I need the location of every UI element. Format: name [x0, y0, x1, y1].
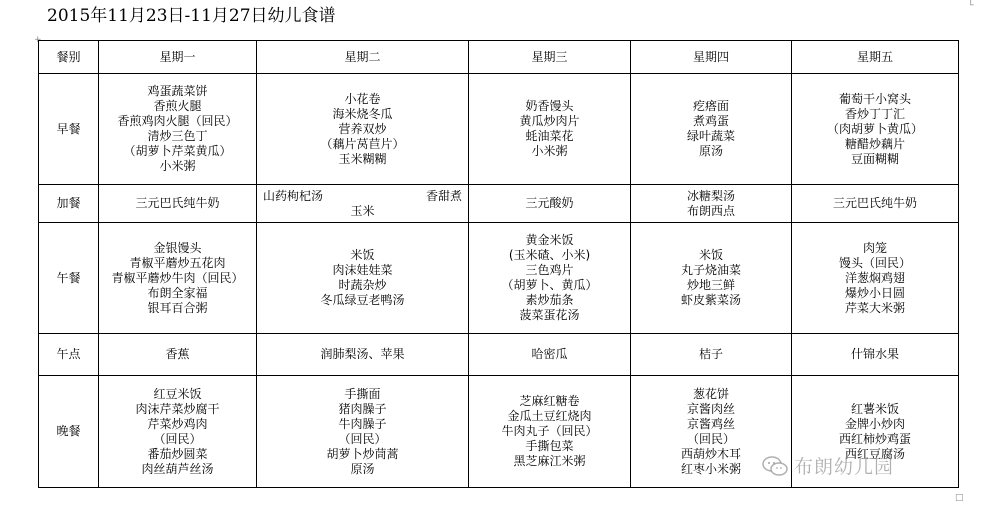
menu-item: 西葫炒木耳 [680, 446, 741, 461]
menu-item: （胡萝卜、黄瓜） [501, 278, 598, 292]
menu-cell-content [99, 196, 256, 211]
menu-item: 洋葱焖鸡翅 [844, 270, 905, 285]
header-row [39, 41, 959, 74]
menu-cell-content [99, 241, 256, 316]
menu-item: 芝麻红糖卷 [519, 394, 580, 408]
menu-item: 红豆米饭 [153, 386, 202, 401]
menu-item: 肉笼 [862, 240, 887, 255]
menu-item: （回民） [153, 431, 202, 446]
menu-cell [631, 223, 792, 334]
menu-cell [469, 185, 631, 223]
watermark-text: 布朗幼儿园 [794, 456, 895, 478]
menu-item: 金瓜土豆红烧肉 [507, 409, 592, 423]
menu-item: 米饭 [698, 248, 723, 262]
menu-item: 清炒三色丁 [147, 129, 208, 143]
menu-item: 手撕包菜 [525, 439, 574, 453]
day-header: 星期三 [469, 41, 631, 74]
meal-row [39, 185, 959, 223]
menu-item: 黑芝麻江米粥 [513, 454, 586, 468]
menu-item: 香甜煮 [425, 188, 462, 203]
menu-item: 牛肉丸子（回民） [501, 424, 598, 438]
menu-item: 银耳百合粥 [147, 300, 208, 315]
menu-cell [99, 334, 257, 376]
menu-item: 黄金米饭 [525, 233, 574, 247]
wechat-icon [762, 455, 788, 477]
menu-cell-content [469, 99, 630, 159]
menu-item: 山药枸杞汤 [263, 188, 324, 203]
menu-item: 布朗西点 [686, 203, 735, 218]
menu-item: 京酱鸡丝 [686, 416, 735, 431]
menu-cell-content [257, 347, 468, 362]
menu-item: 三色鸡片 [525, 263, 574, 277]
menu-item: 玉米糊糊 [338, 151, 387, 166]
menu-item: 桔子 [698, 347, 723, 361]
meal-row [39, 74, 959, 185]
menu-cell [99, 74, 257, 185]
menu-item: (玉米碴、小米) [508, 248, 591, 262]
menu-item: 红薯米饭 [850, 401, 899, 416]
table-move-handle[interactable]: + [34, 35, 42, 45]
menu-cell [792, 185, 959, 223]
menu-cell [257, 376, 469, 488]
menu-cell [257, 223, 469, 334]
menu-item: 肉沫芹菜炒腐干 [135, 401, 220, 416]
menu-item: 手撕面 [344, 386, 381, 401]
menu-item: （回民） [686, 431, 735, 446]
meal-label: 晚餐 [39, 376, 99, 488]
menu-item: 玉米 [350, 203, 375, 218]
menu-cell [99, 185, 257, 223]
day-header: 星期一 [99, 41, 257, 74]
menu-cell [257, 185, 469, 223]
menu-item: （胡萝卜芹菜黄瓜） [123, 144, 232, 158]
menu-cell [792, 223, 959, 334]
menu-item: 海米烧冬瓜 [332, 106, 393, 121]
menu-cell [469, 376, 631, 488]
menu-cell-content [257, 92, 468, 167]
menu-item: 炒地三鲜 [686, 278, 735, 292]
menu-cell-content [631, 99, 791, 159]
menu-item: 葡萄干小窝头 [838, 91, 911, 106]
menu-item: 小花卷 [344, 91, 381, 106]
menu-item: 西红豆腐汤 [844, 446, 905, 461]
menu-cell [792, 74, 959, 185]
menu-item: 芹菜炒鸡肉 [147, 416, 208, 431]
menu-cell-content [99, 347, 256, 362]
menu-item: 煮鸡蛋 [692, 114, 729, 128]
menu-item: 鸡蛋蔬菜饼 [147, 84, 208, 98]
page-title: 2015年11月23日-11月27日幼儿食谱 [47, 6, 336, 26]
menu-cell-content [792, 92, 958, 167]
menu-cell-content [257, 189, 468, 219]
menu-item: 猪肉臊子 [338, 401, 387, 416]
menu-item: 米饭 [350, 248, 375, 262]
menu-item: 黄瓜炒肉片 [519, 114, 580, 128]
meal-label: 午点 [39, 334, 99, 376]
menu-item: 冬瓜绿豆老鸭汤 [320, 293, 405, 307]
menu-item: 芹菜大米粥 [844, 300, 905, 315]
menu-item: 番茄炒圆菜 [147, 446, 208, 461]
menu-item: 绿叶蔬菜 [686, 129, 735, 143]
menu-item: 青椒平蘑炒牛肉（回民） [111, 270, 244, 285]
meal-row [39, 223, 959, 334]
menu-item: （回民） [338, 431, 387, 446]
menu-cell-content [469, 233, 630, 323]
menu-cell [257, 74, 469, 185]
menu-item: 原汤 [698, 144, 723, 158]
menu-item: 红枣小米粥 [680, 461, 741, 476]
menu-item: 时蔬杂炒 [338, 278, 387, 292]
menu-item: 香煎火腿 [153, 99, 202, 113]
meal-type-header: 餐别 [39, 41, 99, 74]
menu-item: 香炒丁丁汇 [844, 106, 905, 121]
menu-cell [469, 223, 631, 334]
menu-item: 香煎鸡肉火腿（回民） [117, 114, 238, 128]
menu-item: 素炒茄条 [525, 293, 574, 307]
menu-item: 虾皮紫菜汤 [680, 293, 741, 307]
menu-item: 小米粥 [159, 159, 196, 173]
menu-item: 什锦水果 [850, 347, 899, 361]
menu-item: （藕片莴苣片） [320, 136, 405, 151]
menu-item: 京酱肉丝 [686, 401, 735, 416]
watermark [762, 452, 894, 479]
day-header: 星期二 [257, 41, 469, 74]
menu-cell [99, 223, 257, 334]
table-resize-handle[interactable]: □ [955, 493, 964, 503]
menu-item: 三元巴氏纯牛奶 [832, 196, 917, 210]
menu-item: 金银馒头 [153, 240, 202, 255]
menu-item: 三元巴氏纯牛奶 [135, 196, 220, 210]
menu-cell [469, 334, 631, 376]
menu-item: （肉胡萝卜黄瓜） [826, 121, 923, 136]
menu-cell [99, 376, 257, 488]
menu-cell-content [792, 241, 958, 316]
menu-cell-content [792, 196, 958, 211]
menu-item: 布朗全家福 [147, 285, 208, 300]
menu-cell [631, 185, 792, 223]
menu-item: 疙瘩面 [692, 99, 729, 113]
menu-item: 西红柿炒鸡蛋 [838, 431, 911, 446]
menu-item: 营养双炒 [338, 121, 387, 136]
menu-cell [631, 74, 792, 185]
menu-cell-content [257, 387, 468, 477]
menu-item: 葱花饼 [692, 386, 729, 401]
menu-item: 爆炒小日圆 [844, 285, 905, 300]
menu-cell-content [257, 248, 468, 308]
menu-cell-content [631, 248, 791, 308]
menu-line-row [263, 189, 462, 204]
menu-item: 小米粥 [531, 144, 568, 158]
menu-item: 豆面糊糊 [850, 151, 899, 166]
menu-cell-content [631, 347, 791, 362]
menu-cell [469, 74, 631, 185]
menu-cell-content [631, 189, 791, 219]
menu-item: 肉沫娃娃菜 [332, 263, 393, 277]
menu-item: 肉丝葫芦丝汤 [141, 461, 214, 476]
meal-row [39, 334, 959, 376]
day-header: 星期四 [631, 41, 792, 74]
menu-cell-content [469, 196, 630, 211]
menu-item: 丸子烧油菜 [680, 263, 741, 277]
menu-item: 润肺梨汤、苹果 [320, 347, 405, 361]
meal-label: 加餐 [39, 185, 99, 223]
menu-cell-content [469, 347, 630, 362]
menu-item: 蚝油菜花 [525, 129, 574, 143]
meal-label: 午餐 [39, 223, 99, 334]
menu-cell [257, 334, 469, 376]
menu-cell-content [792, 347, 958, 362]
menu-item: 原汤 [350, 461, 375, 476]
menu-item: 金牌小炒肉 [844, 416, 905, 431]
menu-item: 青椒平蘑炒五花肉 [129, 255, 226, 270]
menu-item: 香蕉 [165, 347, 190, 361]
menu-item: 奶香馒头 [525, 99, 574, 113]
menu-table [38, 40, 959, 488]
menu-item: 哈密瓜 [531, 347, 568, 361]
menu-item: 馒头（回民） [838, 255, 911, 270]
menu-item: 冰糖梨汤 [686, 188, 735, 203]
menu-item: 糖醋炒藕片 [844, 136, 905, 151]
menu-cell-content [99, 84, 256, 174]
menu-cell-content [99, 387, 256, 477]
menu-cell [792, 334, 959, 376]
menu-item: 牛肉臊子 [338, 416, 387, 431]
menu-item: 胡萝卜炒茼蒿 [326, 446, 399, 461]
meal-label: 早餐 [39, 74, 99, 185]
day-header: 星期五 [792, 41, 959, 74]
menu-item: 菠菜蛋花汤 [519, 308, 580, 322]
menu-table-body [39, 41, 959, 488]
menu-cell [631, 334, 792, 376]
menu-item: 三元酸奶 [525, 196, 574, 210]
menu-cell-content [469, 394, 630, 469]
page-corner-mark: └ [968, 1, 974, 11]
